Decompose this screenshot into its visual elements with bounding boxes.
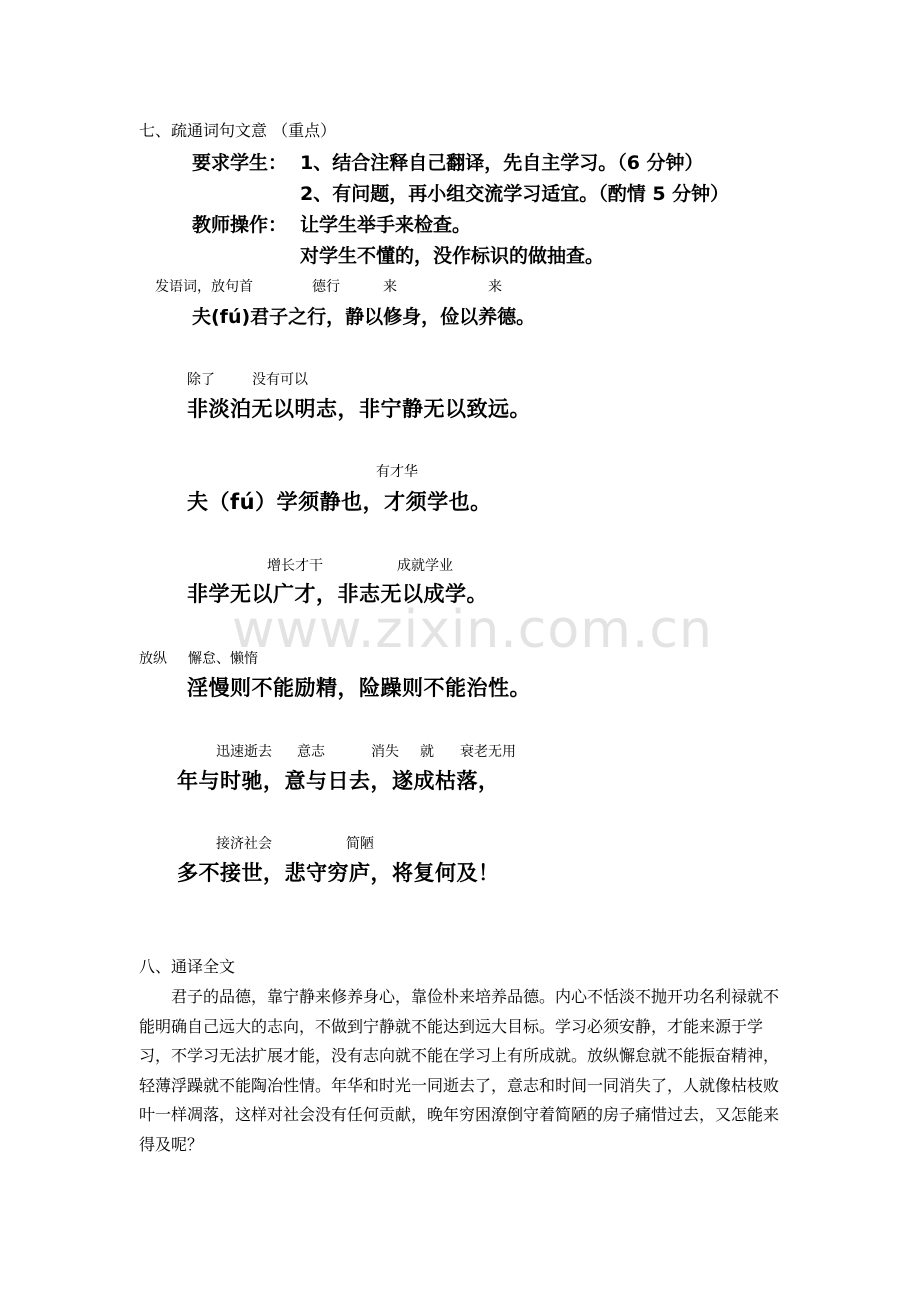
classical-line: 年与时驰，意与日去，遂成枯落，	[177, 769, 500, 793]
section7-title: 七、疏通词句文意 （重点）	[139, 121, 337, 140]
translation-paragraph: 君子的品德，靠宁静来修养身心，靠俭朴来培养品德。内心不恬淡不抛开功名利禄就不能明确自己远大的志向，不做到宁静就不能达到远大目标。学习必须安静，才能来源于学习，不学习无法扩展才能，没有志向就不能在学习上有所成就。放纵懈怠就不能振奋精神，轻薄浮躁就不能陶冶性情。年华和时光一同逝去了，意志和时间一同消失了，人就像枯枝败叶一样凋落，这样对社会没有任何贡献，晚年穷困潦倒守着简陋的房子痛惜过去，又怎能来得及呢？	[139, 987, 780, 1154]
annotation: 增长才干	[267, 558, 323, 574]
annotation: 就	[420, 744, 434, 760]
students-label: 要求学生：	[192, 152, 288, 174]
classical-line: 非学无以广才，非志无以成学。	[187, 582, 488, 606]
annotation: 成就学业	[397, 558, 453, 574]
annotation: 迅速逝去	[216, 744, 272, 760]
student-step-1: 1、结合注释自己翻译，先自主学习。（6 分钟）	[300, 152, 704, 174]
classical-line: 夫(fú)君子之行，静以修身，俭以养德。	[192, 306, 536, 328]
annotation: 没有可以	[252, 372, 308, 388]
annotation: 来	[488, 279, 502, 295]
teacher-step-1: 让学生举手来检查。	[300, 214, 472, 236]
annotation: 接济社会	[216, 836, 272, 852]
annotation: 懈怠、懒惰	[188, 651, 258, 667]
annotation: 意志	[297, 744, 325, 760]
teacher-step-2: 对学生不懂的，没作标识的做抽查。	[300, 245, 605, 267]
annotation: 简陋	[346, 836, 374, 852]
student-step-2: 2、有问题，再小组交流学习适宜。（酌情 5 分钟）	[300, 183, 730, 205]
annotation: 除了	[187, 372, 215, 388]
annotation: 有才华	[376, 464, 418, 480]
section8-title: 八、通译全文	[139, 957, 236, 976]
teacher-label: 教师操作：	[192, 214, 288, 236]
watermark: www.zixin.com.cn	[232, 600, 713, 660]
annotation: 德行	[312, 279, 340, 295]
annotation: 衰老无用	[460, 744, 516, 760]
classical-line: 多不接世，悲守穷庐，将复何及！	[177, 861, 500, 885]
classical-line: 非淡泊无以明志，非宁静无以致远。	[187, 397, 531, 421]
classical-line: 淫慢则不能励精，险躁则不能治性。	[187, 676, 531, 700]
annotation: 放纵	[139, 651, 167, 667]
classical-line: 夫（fú）学须静也，才须学也。	[187, 490, 492, 514]
annotation: 来	[383, 279, 397, 295]
annotation: 消失	[371, 744, 399, 760]
annotation: 发语词，放句首	[155, 279, 253, 295]
